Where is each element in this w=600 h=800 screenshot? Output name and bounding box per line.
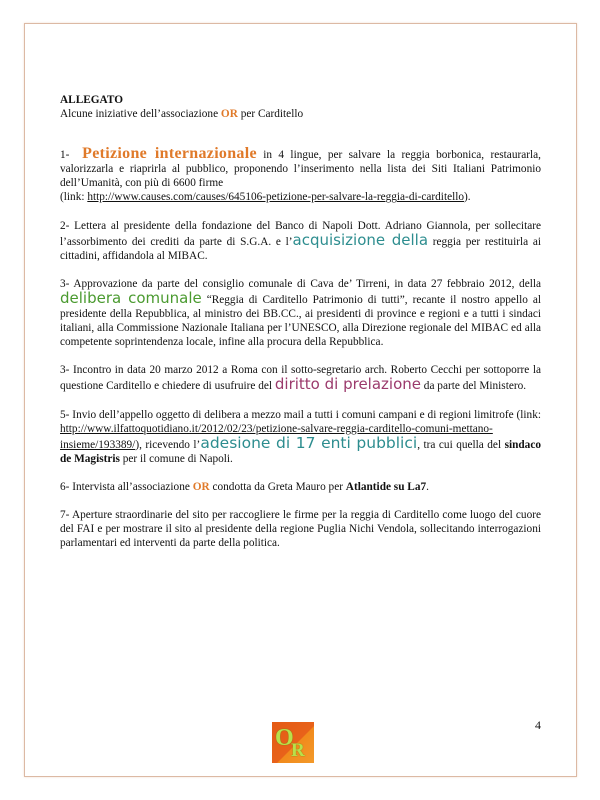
item-text-end: per il comune di Napoli. xyxy=(119,452,233,465)
item-text-after: da parte del Ministero. xyxy=(420,380,527,393)
item-text-before: Lettera al presidente della fondazione del Banco di Napoli Dott. Adriano Giannola, per sollecitare l’assorbimento dei crediti da parte di S.G.A. e l’ xyxy=(60,219,541,248)
item-text-mid: ), ricevendo l’ xyxy=(135,438,201,451)
causes-petition-link[interactable]: http://www.causes.com/causes/645106-petizione-per-salvare-la-reggia-di-carditello xyxy=(87,191,465,204)
subtitle-text-after: per Carditello xyxy=(237,108,304,121)
highlight-acquisizione: acquisizione della xyxy=(292,230,429,249)
item-7-openings xyxy=(60,508,541,550)
item-number: 2- xyxy=(60,219,70,232)
item-text-before: Approvazione da parte del consiglio comunale di Cava de’ Tirreni, in data 27 febbraio 2012, della xyxy=(69,277,541,290)
item-3-delibera xyxy=(60,277,541,349)
item-text: in 4 lingue, per salvare la reggia borbonica, restaurarla, valorizzarla e riaprirla al pubblico, proponendo l’inserimento nella lista dei Siti Italiani Patrimonio dell’Umanità, con più di 6600 firme xyxy=(60,149,541,190)
item-text-before: Invio dell’appello oggetto di delibera a mezzo mail a tutti i comuni campani e di regioni limitrofe (link: xyxy=(69,408,541,421)
logo-letter-r: R xyxy=(291,740,305,761)
bold-sindaco: sindaco de Magistris xyxy=(60,438,541,465)
item-text-before: Intervista all’associazione xyxy=(69,480,193,493)
highlight-petizione-internazionale: Petizione internazionale xyxy=(82,145,257,163)
item-number: 3- xyxy=(60,277,70,290)
item-number: 6- xyxy=(60,480,70,493)
item-text: Aperture straordinarie del sito per raccogliere le firme per la reggia di Carditello come luogo del cuore del FAI e per mostrare il sito al presidente della regione Puglia Nichi Vendola, sollecitando interrogazioni parlamentari ed interventi da parte della politica. xyxy=(60,508,541,550)
item-number: 7- xyxy=(60,508,70,521)
heading-allegato: ALLEGATO xyxy=(60,94,123,106)
document-body xyxy=(60,93,541,564)
item-1-petition xyxy=(60,147,541,204)
item-5-appeal xyxy=(60,408,541,466)
bold-atlantide: Atlantide su La7 xyxy=(345,480,427,493)
link-prefix: (link: xyxy=(60,191,88,204)
or-association-name: OR xyxy=(220,108,238,121)
highlight-delibera-comunale: delibera comunale xyxy=(60,288,202,307)
item-6-interview xyxy=(60,480,541,494)
item-number: 5- xyxy=(60,408,70,421)
highlight-adesione-enti: adesione di 17 enti pubblici xyxy=(200,433,418,452)
page-number: 4 xyxy=(535,718,541,732)
item-number: 3- xyxy=(60,364,70,377)
item-4-meeting xyxy=(60,363,541,393)
or-logo-icon xyxy=(272,722,314,763)
highlight-diritto-prelazione: diritto di prelazione xyxy=(274,375,421,394)
subtitle xyxy=(60,107,541,121)
item-text-after: reggia per restituirla ai cittadini, affidandola al MIBAC. xyxy=(60,235,541,262)
item-text-after: , tra cui quella del xyxy=(417,438,505,451)
logo-letter-o: O xyxy=(275,725,294,751)
item-text-mid: condotta da Greta Mauro per xyxy=(209,480,346,493)
link-suffix: ). xyxy=(464,191,471,204)
ilfattoquotidiano-link[interactable]: http://www.ilfattoquotidiano.it/2012/02/23/petizione-salvare-reggia-carditello-comuni-mettano-insieme/193389/ xyxy=(60,422,493,451)
item-text-after: “Reggia di Carditello Patrimonio di tutti”, recante il nostro appello al presidente della Repubblica, al ministro dei BB.CC., ai presidenti di province e regioni e a tutti i sindaci italiani, alla Commissione Nazionale Italiana per l’UNESCO, alla Direzione regionale del MIBAC ed alla competente soprintendenza locale, infine alla procura della Repubblica. xyxy=(60,293,541,349)
item-text-end: . xyxy=(426,480,429,493)
item-2-letter xyxy=(60,219,541,263)
item-number: 1- xyxy=(60,149,70,162)
item-text-before: Incontro in data 20 marzo 2012 a Roma con il sotto-segretario arch. Roberto Cecchi per sottoporre la questione Carditello e chiedere di usufruire del xyxy=(60,364,541,393)
intro-block xyxy=(60,93,541,121)
subtitle-text-before: Alcune iniziative dell’associazione xyxy=(60,108,221,121)
or-association-name: OR xyxy=(192,480,210,493)
